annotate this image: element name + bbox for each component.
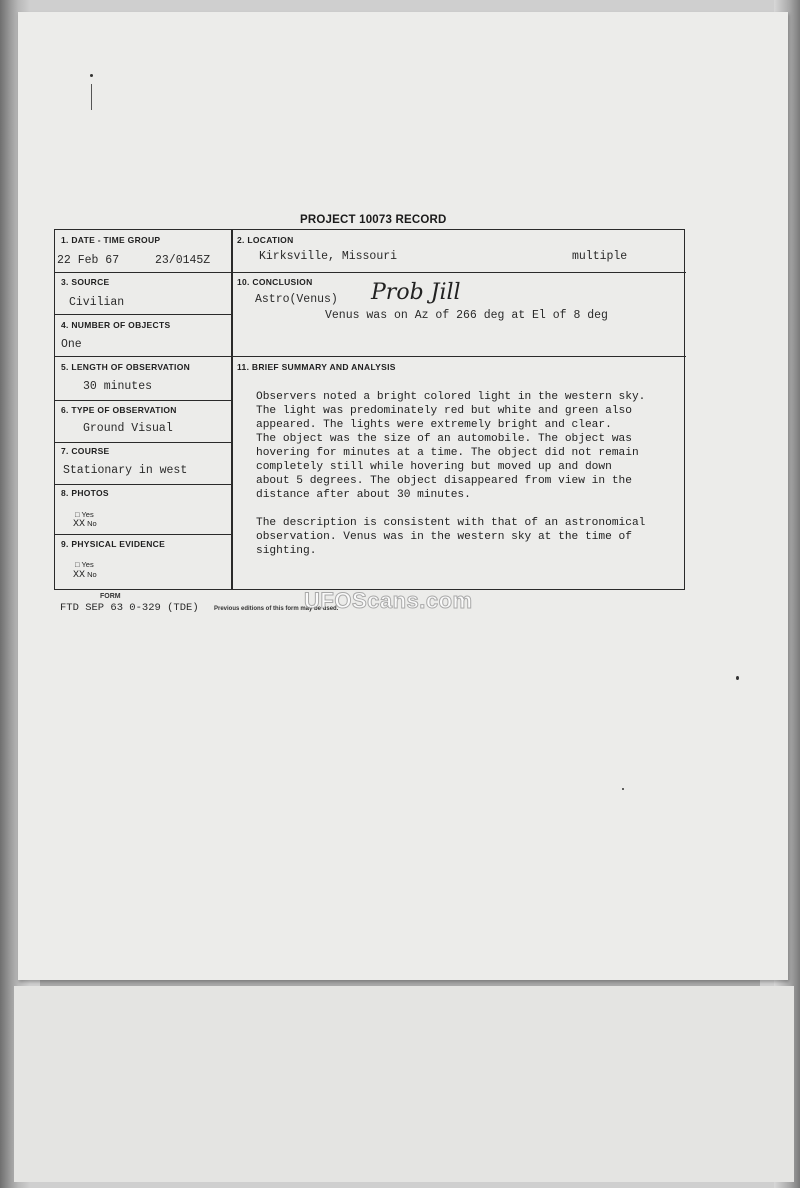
photos-yes-text: Yes bbox=[81, 510, 94, 519]
row-divider bbox=[55, 484, 232, 485]
type-value: Ground Visual bbox=[83, 422, 173, 435]
speck bbox=[736, 676, 739, 680]
physical-no-text: No bbox=[87, 570, 97, 579]
conclusion-detail: Venus was on Az of 266 deg at El of 8 deg bbox=[325, 309, 608, 322]
physical-yes-option: □ Yes bbox=[75, 560, 94, 569]
conclusion-value: Astro(Venus) bbox=[255, 293, 338, 306]
location-value: Kirksville, Missouri bbox=[259, 250, 398, 263]
margin-mark bbox=[91, 84, 92, 110]
date-time-label: 1. DATE - TIME GROUP bbox=[61, 235, 161, 245]
summary-paragraph: Observers noted a bright colored light in the western sky. The light was predominately red but white and green also appeared. The lights were extremely bright and clear. The object was the size of an automobile. The object was hovering for minutes at a time. The object did not remain completely still while hovering but moved up and down about 5 degrees. The object disappeared from view in the distance after about 30 minutes. bbox=[256, 391, 646, 501]
physical-yes-text: Yes bbox=[81, 560, 94, 569]
type-label: 6. TYPE OF OBSERVATION bbox=[61, 405, 177, 415]
row-divider bbox=[55, 314, 232, 315]
analysis-paragraph: The description is consistent with that of an astronomical observation. Venus was in the western sky at the time of sighting. bbox=[256, 517, 646, 557]
num-objects-value: One bbox=[61, 338, 82, 351]
underlying-sheet bbox=[14, 986, 794, 1182]
photos-no-text: No bbox=[87, 519, 97, 528]
summary-text bbox=[256, 390, 676, 572]
photos-no-option bbox=[73, 519, 97, 530]
source-value: Civilian bbox=[69, 296, 125, 309]
footer-form-code: FTD SEP 63 0-329 (TDE) bbox=[60, 602, 199, 614]
length-label: 5. LENGTH OF OBSERVATION bbox=[61, 362, 191, 372]
course-label: 7. COURSE bbox=[61, 446, 110, 456]
location-label: 2. LOCATION bbox=[237, 235, 294, 245]
photos-mark: XX bbox=[73, 519, 86, 530]
physical-no-option bbox=[73, 570, 97, 581]
row-divider bbox=[55, 356, 686, 357]
record-form bbox=[54, 229, 685, 590]
physical-mark: XX bbox=[73, 570, 86, 581]
watermark: UFOScans.com bbox=[304, 588, 473, 613]
source-label: 3. SOURCE bbox=[61, 277, 110, 287]
photos-label: 8. PHOTOS bbox=[61, 488, 109, 498]
form-title: PROJECT 10073 RECORD bbox=[300, 214, 447, 226]
conclusion-label: 10. CONCLUSION bbox=[237, 277, 313, 287]
photos-yes-option: □ Yes bbox=[75, 510, 94, 519]
summary-label: 11. BRIEF SUMMARY AND ANALYSIS bbox=[237, 362, 396, 372]
row-divider bbox=[55, 400, 232, 401]
speck bbox=[90, 74, 93, 77]
footer-form-label: FORM bbox=[100, 593, 121, 600]
length-value: 30 minutes bbox=[83, 380, 153, 393]
speck bbox=[622, 788, 624, 790]
physical-evidence-label: 9. PHYSICAL EVIDENCE bbox=[61, 539, 166, 549]
time-value: 23/0145Z bbox=[155, 254, 211, 267]
row-divider bbox=[55, 442, 232, 443]
footer-note: Previous editions of this form may be used. bbox=[214, 606, 339, 612]
location-extra: multiple bbox=[572, 250, 628, 263]
num-objects-label: 4. NUMBER OF OBJECTS bbox=[61, 320, 171, 330]
handwritten-annotation: Prob Jill bbox=[371, 280, 461, 305]
course-value: Stationary in west bbox=[63, 464, 188, 477]
row-divider bbox=[55, 534, 232, 535]
row-divider bbox=[55, 272, 686, 273]
date-value: 22 Feb 67 bbox=[57, 254, 120, 267]
